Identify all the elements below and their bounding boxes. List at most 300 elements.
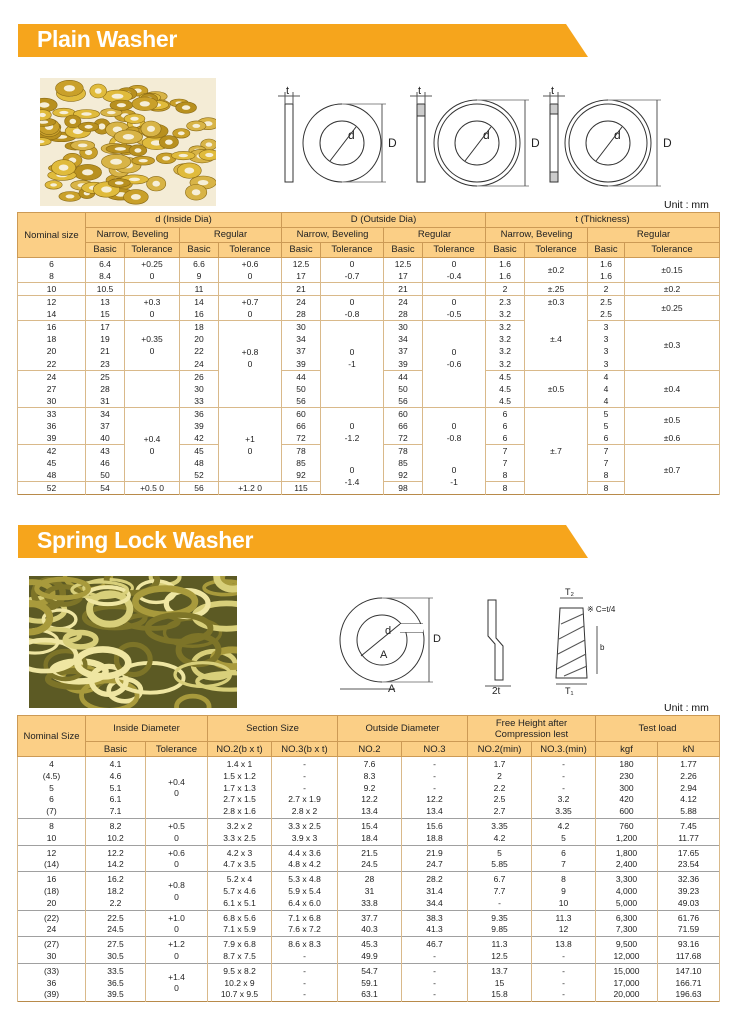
cell-D-regular-basic: 34 — [384, 333, 423, 345]
cell-tol: +0.6 0 — [146, 845, 208, 872]
cell-d-regular-basic: 22 — [180, 345, 219, 357]
header-kgf: kgf — [596, 742, 658, 757]
cell-D-regular-tolerance: 0 -0.6 — [423, 321, 486, 395]
cell-d-regular-tolerance: +0.6 0 — [219, 258, 282, 283]
cell-f3: 8 9 10 — [532, 872, 596, 910]
header-tolerance: Tolerance — [423, 243, 486, 258]
cell-D-narrow-tolerance: 0 -0.7 — [321, 258, 384, 283]
label-D-2: D — [531, 136, 540, 150]
cell-basic: 22.5 24.5 — [86, 910, 146, 937]
label-d-2: d — [483, 128, 490, 142]
table-row — [18, 296, 720, 309]
cell-D-narrow-basic: 37 — [282, 345, 321, 357]
cell-t-narrow-basic: 7 — [486, 445, 525, 458]
cell-t-narrow-basic: 7 — [486, 457, 525, 469]
label-b: b — [600, 643, 605, 652]
plain-washer-diagram — [276, 82, 691, 197]
nominal-size: 33 — [18, 407, 86, 420]
cell-d-regular-basic: 30 — [180, 383, 219, 395]
cell-basic: 4.1 4.6 5.1 6.1 7.1 — [86, 757, 146, 819]
cell-d-narrow-tolerance: +0.25 0 — [125, 258, 180, 283]
cell-t-narrow-tolerance: ±.4 — [525, 308, 588, 370]
cell-f2: 3.35 4.2 — [468, 818, 532, 845]
cell-d-narrow-tolerance — [125, 383, 180, 395]
nominal-size: 6 — [18, 258, 86, 271]
cell-kgf: 760 1,200 — [596, 818, 658, 845]
cell-d-narrow-tolerance — [125, 283, 180, 296]
cell-f2: 13.7 15 15.8 — [468, 963, 532, 1001]
cell-t-narrow-basic: 8 — [486, 482, 525, 495]
label-t-2: t — [418, 85, 422, 97]
header-no2-min: NO.2(min) — [468, 742, 532, 757]
cell-t-narrow-basic: 4.5 — [486, 370, 525, 383]
header-tolerance: Tolerance — [219, 243, 282, 258]
header-regular: Regular — [180, 228, 282, 243]
cell-nom: 4 (4.5) 5 6 (7) — [18, 757, 86, 819]
cell-d-regular-basic: 11 — [180, 283, 219, 296]
cell-t-narrow-basic: 1.6 — [486, 258, 525, 271]
cell-D-narrow-tolerance — [321, 395, 384, 408]
cell-f2: 9.35 9.85 — [468, 910, 532, 937]
table-row — [18, 321, 720, 334]
cell-o2: 21.5 24.5 — [338, 845, 402, 872]
cell-s3: - - - 2.7 x 1.9 2.8 x 2 — [272, 757, 338, 819]
cell-d-narrow-basic: 28 — [86, 383, 125, 395]
cell-s2: 5.2 x 4 5.7 x 4.6 6.1 x 5.1 — [208, 872, 272, 910]
cell-D-regular-basic: 21 — [384, 283, 423, 296]
spring-washers-photo — [29, 576, 237, 708]
section-banner-spring-lock-washer — [18, 525, 588, 558]
cell-d-regular-basic: 39 — [180, 420, 219, 432]
cell-d-regular-basic: 48 — [180, 457, 219, 469]
cell-basic: 8.2 10.2 — [86, 818, 146, 845]
cell-f3: 13.8 - — [532, 937, 596, 964]
nominal-size: 48 — [18, 469, 86, 482]
cell-d-narrow-tolerance: +0.35 0 — [125, 321, 180, 371]
cell-nom: 16 (18) 20 — [18, 872, 86, 910]
cell-t-regular-basic: 2.5 — [588, 308, 625, 321]
cell-d-regular-basic: 36 — [180, 407, 219, 420]
cell-kn: 17.65 23.54 — [658, 845, 720, 872]
header-tolerance: Tolerance — [146, 742, 208, 757]
cell-o3: 46.7 - — [402, 937, 468, 964]
cell-d-regular-basic: 42 — [180, 432, 219, 445]
header-thickness: t (Thickness) — [486, 213, 720, 228]
nominal-size: 39 — [18, 432, 86, 445]
cell-o3: 28.2 31.4 34.4 — [402, 872, 468, 910]
cell-t-regular-basic: 2.5 — [588, 296, 625, 309]
label-d-3: d — [614, 128, 621, 142]
cell-d-regular-basic: 6.6 — [180, 258, 219, 271]
cell-D-narrow-basic: 17 — [282, 270, 321, 283]
cell-f2: 11.3 12.5 — [468, 937, 532, 964]
cell-D-narrow-basic: 44 — [282, 370, 321, 383]
cell-D-narrow-tolerance: 0 -0.8 — [321, 296, 384, 321]
cell-s3: 4.4 x 3.6 4.8 x 4.2 — [272, 845, 338, 872]
cell-d-narrow-tolerance — [125, 370, 180, 383]
cell-f3: 4.2 5 — [532, 818, 596, 845]
cell-t-regular-tolerance: ±0.3 — [625, 321, 720, 371]
nominal-size: 24 — [18, 370, 86, 383]
cell-D-regular-basic: 50 — [384, 383, 423, 395]
header-narrow: Narrow, Beveling — [86, 228, 180, 243]
cell-nom: 8 10 — [18, 818, 86, 845]
cell-D-regular-basic: 39 — [384, 358, 423, 371]
label-t-3: t — [551, 85, 555, 97]
nominal-size: 22 — [18, 358, 86, 371]
cell-f2: 6.7 7.7 - — [468, 872, 532, 910]
cell-t-regular-basic: 7 — [588, 457, 625, 469]
cell-D-narrow-basic: 60 — [282, 407, 321, 420]
cell-D-regular-basic: 28 — [384, 308, 423, 321]
cell-d-regular-basic: 16 — [180, 308, 219, 321]
cell-o3: 38.3 41.3 — [402, 910, 468, 937]
cell-D-regular-basic: 92 — [384, 469, 423, 482]
header-no3-min: NO.3.(min) — [532, 742, 596, 757]
cell-d-narrow-basic: 31 — [86, 395, 125, 408]
cell-s3: - - - — [272, 963, 338, 1001]
header-inside: d (Inside Dia) — [86, 213, 282, 228]
cell-D-narrow-basic: 50 — [282, 383, 321, 395]
header-basic: Basic — [486, 243, 525, 258]
cell-D-regular-tolerance — [423, 395, 486, 408]
cell-d-regular-basic: 56 — [180, 482, 219, 495]
table-row — [18, 395, 720, 408]
cell-o3: 21.9 24.7 — [402, 845, 468, 872]
cell-d-narrow-tolerance: +0.3 0 — [125, 296, 180, 321]
cell-D-regular-basic: 44 — [384, 370, 423, 383]
cell-D-narrow-basic: 21 — [282, 283, 321, 296]
table-row-group — [18, 818, 720, 845]
cell-d-narrow-basic: 13 — [86, 296, 125, 309]
cell-t-regular-basic: 4 — [588, 370, 625, 383]
cell-o3: - - - 12.2 13.4 — [402, 757, 468, 819]
cell-D-narrow-basic: 56 — [282, 395, 321, 408]
cell-t-narrow-basic: 3.2 — [486, 308, 525, 321]
cell-f3: - - - — [532, 963, 596, 1001]
cell-s3: 8.6 x 8.3 - — [272, 937, 338, 964]
cell-D-narrow-basic: 115 — [282, 482, 321, 495]
label-A: A — [380, 649, 388, 661]
label-2t: 2t — [492, 686, 501, 696]
header-outside: Outside Diameter — [338, 716, 468, 742]
cell-t-narrow-basic: 6 — [486, 432, 525, 445]
label-T1: T₁ — [565, 686, 574, 696]
cell-t-regular-tolerance: ±0.7 — [625, 445, 720, 495]
cell-d-regular-tolerance: +0.8 0 — [219, 321, 282, 395]
cell-d-regular-basic: 26 — [180, 370, 219, 383]
cell-d-regular-basic: 18 — [180, 321, 219, 334]
cell-t-narrow-basic: 4.5 — [486, 395, 525, 408]
cell-tol: +1.4 0 — [146, 963, 208, 1001]
cell-d-regular-tolerance — [219, 283, 282, 296]
cell-t-regular-basic: 5 — [588, 407, 625, 420]
cell-D-narrow-tolerance: 0 -1.4 — [321, 457, 384, 495]
cell-D-regular-basic: 78 — [384, 445, 423, 458]
cell-D-regular-tolerance — [423, 283, 486, 296]
header-narrow: Narrow, Beveling — [282, 228, 384, 243]
cell-d-regular-tolerance — [219, 395, 282, 408]
cell-d-regular-tolerance: +1.2 0 — [219, 482, 282, 495]
header-outside: D (Outside Dia) — [282, 213, 486, 228]
cell-d-regular-basic: 45 — [180, 445, 219, 458]
cell-D-narrow-basic: 30 — [282, 321, 321, 334]
cell-D-narrow-basic: 34 — [282, 333, 321, 345]
brass-washers-photo — [40, 78, 216, 206]
nominal-size: 16 — [18, 321, 86, 334]
cell-t-regular-tolerance: ±0.15 — [625, 258, 720, 283]
cell-t-narrow-tolerance: ±0.2 — [525, 258, 588, 283]
table-row-group — [18, 937, 720, 964]
cell-d-narrow-basic: 54 — [86, 482, 125, 495]
cell-D-narrow-basic: 66 — [282, 420, 321, 432]
nominal-size: 45 — [18, 457, 86, 469]
cell-tol: +0.4 0 — [146, 757, 208, 819]
table-row — [18, 258, 720, 271]
cell-t-regular-basic: 7 — [588, 445, 625, 458]
cell-t-regular-basic: 8 — [588, 482, 625, 495]
cell-t-regular-basic: 1.6 — [588, 270, 625, 283]
cell-o3: - - - — [402, 963, 468, 1001]
header-narrow: Narrow, Beveling — [486, 228, 588, 243]
cell-kgf: 3,300 4,000 5,000 — [596, 872, 658, 910]
cell-t-narrow-basic: 1.6 — [486, 270, 525, 283]
nominal-size: 14 — [18, 308, 86, 321]
header-regular: Regular — [384, 228, 486, 243]
label-A-2: A — [388, 683, 396, 695]
cell-kn: 61.76 71.59 — [658, 910, 720, 937]
cell-d-narrow-tolerance — [125, 395, 180, 408]
header-basic: Basic — [180, 243, 219, 258]
cell-t-narrow-tolerance: ±0.5 — [525, 370, 588, 407]
header-nominal: Nominal Size — [18, 716, 86, 757]
cell-t-narrow-basic: 2.3 — [486, 296, 525, 309]
cell-d-narrow-tolerance: +0.5 0 — [125, 482, 180, 495]
plain-washer-table — [17, 212, 720, 495]
cell-t-regular-tolerance: ±0.25 — [625, 296, 720, 321]
cell-d-regular-basic: 52 — [180, 469, 219, 482]
cell-d-regular-tolerance: +1 0 — [219, 407, 282, 482]
cell-D-narrow-basic: 12.5 — [282, 258, 321, 271]
cell-f3: - - - 3.2 3.35 — [532, 757, 596, 819]
cell-kgf: 15,000 17,000 20,000 — [596, 963, 658, 1001]
cell-D-regular-basic: 24 — [384, 296, 423, 309]
label-c: ※ C=t/4 — [587, 605, 616, 614]
label-d: d — [348, 128, 355, 142]
cell-t-narrow-basic: 3.2 — [486, 333, 525, 345]
cell-d-narrow-basic: 46 — [86, 457, 125, 469]
cell-f3: 11.3 12 — [532, 910, 596, 937]
cell-t-narrow-basic: 6 — [486, 407, 525, 420]
cell-D-regular-basic: 17 — [384, 270, 423, 283]
cell-nom: (33) 36 (39) — [18, 963, 86, 1001]
cell-t-regular-basic: 5 — [588, 420, 625, 432]
cell-t-narrow-basic: 3.2 — [486, 358, 525, 371]
cell-D-narrow-basic: 78 — [282, 445, 321, 458]
cell-f2: 1.7 2 2.2 2.5 2.7 — [468, 757, 532, 819]
label-D: D — [433, 633, 441, 645]
cell-t-regular-basic: 2 — [588, 283, 625, 296]
label-d: d — [385, 625, 392, 637]
header-no3: NO.3 — [402, 742, 468, 757]
cell-kn: 147.10 166.71 196.63 — [658, 963, 720, 1001]
label-T2: T₂ — [565, 587, 574, 597]
header-tolerance: Tolerance — [321, 243, 384, 258]
cell-D-regular-basic: 60 — [384, 407, 423, 420]
cell-s2: 9.5 x 8.2 10.2 x 9 10.7 x 9.5 — [208, 963, 272, 1001]
header-basic: Basic — [384, 243, 423, 258]
cell-D-narrow-basic: 39 — [282, 358, 321, 371]
header-no2-bt: NO.2(b x t) — [208, 742, 272, 757]
cell-D-regular-basic: 66 — [384, 420, 423, 432]
cell-s3: 7.1 x 6.8 7.6 x 7.2 — [272, 910, 338, 937]
cell-t-narrow-basic: 2 — [486, 283, 525, 296]
cell-t-narrow-tolerance: ±.25 — [525, 283, 588, 296]
nominal-size: 12 — [18, 296, 86, 309]
cell-d-narrow-basic: 15 — [86, 308, 125, 321]
table-row-group — [18, 910, 720, 937]
cell-d-regular-basic: 20 — [180, 333, 219, 345]
cell-t-narrow-basic: 8 — [486, 469, 525, 482]
nominal-size: 20 — [18, 345, 86, 357]
cell-d-narrow-basic: 50 — [86, 469, 125, 482]
cell-kgf: 6,300 7,300 — [596, 910, 658, 937]
cell-t-regular-basic: 1.6 — [588, 258, 625, 271]
cell-s2: 4.2 x 3 4.7 x 3.5 — [208, 845, 272, 872]
header-tolerance: Tolerance — [525, 243, 588, 258]
nominal-size: 52 — [18, 482, 86, 495]
cell-kn: 1.77 2.26 2.94 4.12 5.88 — [658, 757, 720, 819]
nominal-size: 42 — [18, 445, 86, 458]
cell-t-regular-basic: 4 — [588, 383, 625, 395]
cell-d-narrow-basic: 34 — [86, 407, 125, 420]
cell-D-regular-basic: 85 — [384, 457, 423, 469]
cell-o2: 37.7 40.3 — [338, 910, 402, 937]
spring-washer-diagram — [325, 584, 625, 696]
cell-t-narrow-basic: 6 — [486, 420, 525, 432]
cell-nom: (27) 30 — [18, 937, 86, 964]
section-banner-plain-washer — [18, 24, 588, 57]
cell-D-regular-tolerance: 0 -0.8 — [423, 407, 486, 457]
cell-basic: 27.5 30.5 — [86, 937, 146, 964]
header-test-load: Test load — [596, 716, 720, 742]
cell-s2: 3.2 x 2 3.3 x 2.5 — [208, 818, 272, 845]
cell-o2: 54.7 59.1 63.1 — [338, 963, 402, 1001]
cell-d-narrow-basic: 17 — [86, 321, 125, 334]
cell-t-regular-basic: 3 — [588, 333, 625, 345]
cell-D-narrow-basic: 24 — [282, 296, 321, 309]
table-row — [18, 457, 720, 469]
header-nominal: Nominal size — [18, 213, 86, 258]
spring-lock-washer-table — [17, 715, 720, 1002]
cell-D-narrow-tolerance: 0 -1.2 — [321, 407, 384, 457]
cell-s2: 1.4 x 1 1.5 x 1.2 1.7 x 1.3 2.7 x 1.5 2.8 x 1.6 — [208, 757, 272, 819]
cell-d-regular-basic: 24 — [180, 358, 219, 371]
cell-t-narrow-basic: 3.2 — [486, 321, 525, 334]
cell-D-regular-tolerance: 0 -0.5 — [423, 296, 486, 321]
cell-D-regular-tolerance: 0 -1 — [423, 457, 486, 495]
cell-kn: 93.16 117.68 — [658, 937, 720, 964]
unit-label: Unit : mm — [664, 702, 709, 714]
cell-t-regular-tolerance: ±0.5 — [625, 407, 720, 432]
cell-D-regular-basic: 98 — [384, 482, 423, 495]
header-regular: Regular — [588, 228, 720, 243]
header-no2: NO.2 — [338, 742, 402, 757]
cell-D-narrow-basic: 28 — [282, 308, 321, 321]
cell-o2: 45.3 49.9 — [338, 937, 402, 964]
cell-tol: +0.8 0 — [146, 872, 208, 910]
cell-d-narrow-basic: 19 — [86, 333, 125, 345]
table-row — [18, 407, 720, 420]
nominal-size: 27 — [18, 383, 86, 395]
cell-o2: 15.4 18.4 — [338, 818, 402, 845]
cell-d-regular-tolerance: +0.7 0 — [219, 296, 282, 321]
header-no3-bt: NO.3(b x t) — [272, 742, 338, 757]
cell-D-regular-basic: 72 — [384, 432, 423, 445]
header-section: Section Size — [208, 716, 338, 742]
header-kn: kN — [658, 742, 720, 757]
cell-f2: 5 5.85 — [468, 845, 532, 872]
label-t: t — [286, 85, 290, 97]
cell-t-regular-tolerance: ±0.2 — [625, 283, 720, 296]
cell-kn: 7.45 11.77 — [658, 818, 720, 845]
cell-t-regular-tolerance: ±0.4 — [625, 370, 720, 407]
nominal-size: 18 — [18, 333, 86, 345]
cell-t-regular-tolerance: ±0.6 — [625, 432, 720, 445]
cell-basic: 33.5 36.5 39.5 — [86, 963, 146, 1001]
unit-label: Unit : mm — [664, 199, 709, 211]
header-basic: Basic — [282, 243, 321, 258]
cell-D-regular-basic: 30 — [384, 321, 423, 334]
cell-d-narrow-basic: 6.4 — [86, 258, 125, 271]
cell-t-regular-basic: 6 — [588, 432, 625, 445]
cell-t-regular-basic: 3 — [588, 358, 625, 371]
header-tolerance: Tolerance — [625, 243, 720, 258]
cell-t-narrow-tolerance: ±0.3 — [525, 296, 588, 309]
cell-tol: +0.5 0 — [146, 818, 208, 845]
header-basic: Basic — [86, 243, 125, 258]
cell-d-regular-basic: 14 — [180, 296, 219, 309]
cell-d-narrow-basic: 8.4 — [86, 270, 125, 283]
cell-D-regular-basic: 37 — [384, 345, 423, 357]
header-basic: Basic — [588, 243, 625, 258]
label-D-3: D — [663, 136, 672, 150]
cell-D-narrow-tolerance — [321, 283, 384, 296]
cell-d-narrow-basic: 37 — [86, 420, 125, 432]
cell-d-regular-basic: 9 — [180, 270, 219, 283]
cell-d-narrow-tolerance: +0.4 0 — [125, 407, 180, 482]
cell-t-regular-basic: 4 — [588, 395, 625, 408]
cell-t-narrow-basic: 3.2 — [486, 345, 525, 357]
cell-D-regular-tolerance: 0 -0.4 — [423, 258, 486, 283]
cell-o2: 7.6 8.3 9.2 12.2 13.4 — [338, 757, 402, 819]
cell-D-narrow-basic: 72 — [282, 432, 321, 445]
cell-d-narrow-basic: 21 — [86, 345, 125, 357]
cell-d-narrow-basic: 25 — [86, 370, 125, 383]
cell-basic: 12.2 14.2 — [86, 845, 146, 872]
cell-kn: 32.36 39.23 49.03 — [658, 872, 720, 910]
header-tolerance: Tolerance — [125, 243, 180, 258]
cell-D-narrow-basic: 92 — [282, 469, 321, 482]
header-inside: Inside Diameter — [86, 716, 208, 742]
cell-tol: +1.0 0 — [146, 910, 208, 937]
nominal-size: 30 — [18, 395, 86, 408]
cell-o3: 15.6 18.8 — [402, 818, 468, 845]
nominal-size: 8 — [18, 270, 86, 283]
cell-t-regular-basic: 3 — [588, 345, 625, 357]
cell-s2: 6.8 x 5.6 7.1 x 5.9 — [208, 910, 272, 937]
cell-basic: 16.2 18.2 2.2 — [86, 872, 146, 910]
